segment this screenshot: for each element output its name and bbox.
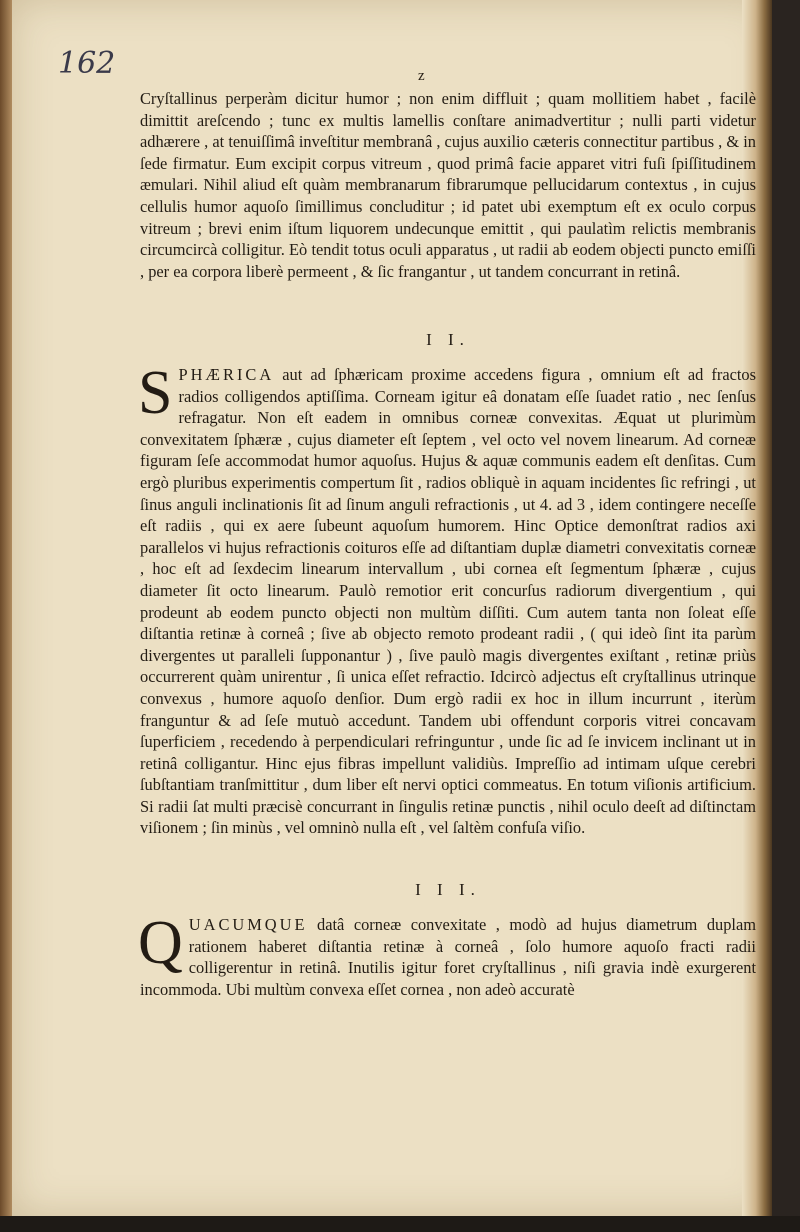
drop-cap-s: S (138, 359, 173, 427)
intro-paragraph: Cryſtallinus perperàm dicitur humor ; non enim diffluit ; quam mollitiem habet , facilè dimittit areſcendo ; tunc ex multis lamellis conſtare animadvertitur ; nulli parti videtur adhærere , at tenuiſſimâ inveſtitur membranâ , cujus auxilio cæteris connectitur partibus , & in ſede firmatur. Eum excipit corpus vitreum , quod primâ facie apparet vitri fuſi ſpiſſitudinem æmulari. Nihil aliud eſt quàm membranarum fibrarumque pellucidarum contextus , in cujus cellulis humor aquoſo ſimillimus concluditur ; id patet ubi exemptum eſt ex oculo corpus vitreum ; brevi enim iſtum liquorem undecunque emittit , qui paulatìm relictis membranis circumcircà colligitur. Eò tendit totus oculi apparatus , ut radii ab eodem objecti puncto emiſſi , per ea corpora liberè permeent , & ſic frangantur , ut tandem concurrant in retinâ. (140, 89, 756, 281)
section-3-paragraph (138, 909, 756, 1000)
section-2-paragraph (138, 359, 756, 839)
section-heading-3: I I I. (415, 880, 481, 899)
page-number: 162 (58, 46, 116, 81)
lead-word: PHÆRICA (178, 365, 275, 384)
lead-word: UACUMQUE (188, 915, 308, 934)
scan-bottom-edge (0, 1216, 800, 1232)
signature-mark: z (418, 68, 425, 84)
section-3-text: datâ corneæ convexitate , modò ad hujus diametrum duplam rationem haberet diſtantia retinæ à corneâ , ſolo humore aquoſo fracti radii colligerentur in retinâ. Inutilis igitur foret cryſtallinus , niſi gravia indè exurgerent incommoda. Ubi multùm convexa eſſet cornea , non adeò accuratè (140, 915, 756, 999)
drop-cap-q: Q (138, 909, 183, 977)
book-binding-edge (0, 0, 12, 1232)
section-heading-2: I I. (426, 330, 470, 349)
section-2-text: aut ad ſphæricam proxime accedens figura , omnium eſt ad fractos radios colligendos aptiſſima. Corneam igitur eâ donatam eſſe ſuadet ratio , nec ſenſus refragatur. Non eſt eadem in omnibus corneæ convexitas. Æquat ut plurimùm convexitatem ſphæræ , cujus diameter eſt ſeptem , vel octo vel novem linearum. Ad corneæ figuram ſeſe accommodat humor aquoſus. Hujus & aquæ communis eadem eſt denſitas. Cum ergò pluribus experimentis compertum ſit , radios obliquè in aquam incidentes ſic refringi , ut ſinus anguli inclinationis ſit ad ſinum anguli refractionis , ut 4. ad 3 , idem contingere neceſſe eſt radiis , qui ex aere ſubeunt aquoſum humorem. Hinc Optice demonſtrat radios axi parallelos vi hujus refractionis coituros eſſe ad diſtantiam duplæ diametri convexitatis corneæ , hoc eſt ad ſexdecim linearum intervallum , ubi cornea eſt ſegmentum ſphæræ , cujus diameter ſit octo linearum. Paulò remotior erit concurſus radiorum divergentium , qui prodeunt ab eodem puncto objecti non multùm diſſiti. Cum autem tanta non ſoleat eſſe diſtantia retinæ à corneâ ; ſive ab objecto remoto prodeant radii , ( qui ideò ſint ita parùm divergentes ut paralleli ſupponantur ) , ſive paulò magis divergentes exiſtant , retinæ priùs occurrerent quàm unirentur , ſi unica eſſet refractio. Idcircò adjectus eſt cryſtallinus utrinque convexus , humore aquoſo denſior. Dum ergò radii ex hoc in illum incurrunt , iterùm franguntur & ad ſeſe mutuò accedunt. Tandem ubi offendunt corporis vitrei concavam ſuperficiem , recedendo à perpendiculari refringuntur , unde ſic ad ſe invicem inclinant ut in retinâ colligantur. Hinc ejus fibras impellunt validiùs. Impreſſio ad intimam uſque cerebri ſubſtantiam tranſmittitur , dum liber eſt nervi optici commeatus. En totum viſionis artificium. Si radii ſat multi præcisè concurrant in ſingulis retinæ punctis , nihil oculo deeſt ad diſtinctam viſionem ; ſin minùs , vel omninò nulla eſt , vel ſaltèm confuſa viſio. (140, 365, 756, 838)
